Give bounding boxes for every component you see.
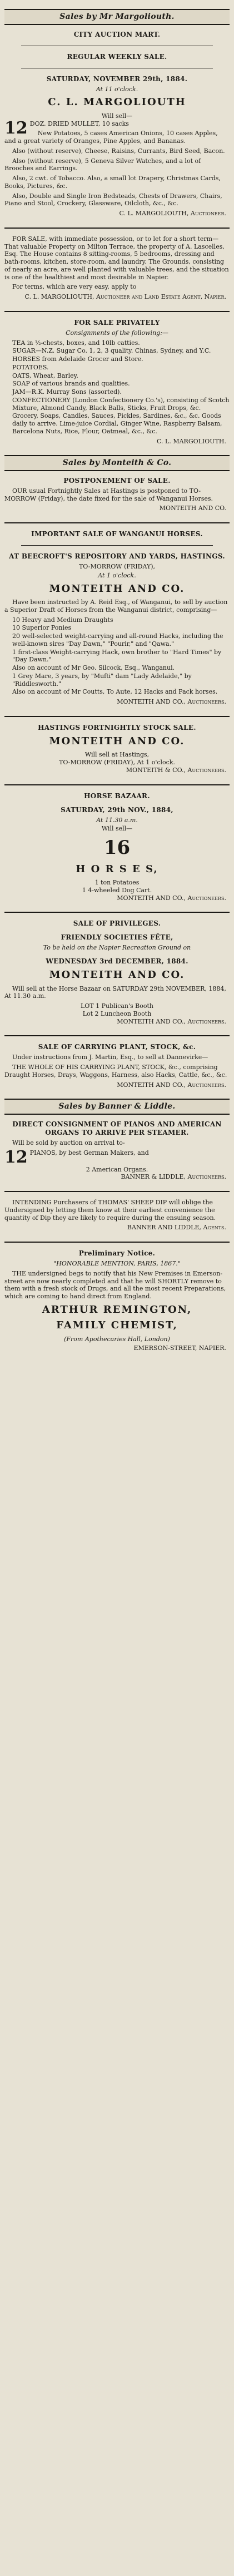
wanganui-horses-notice [4, 530, 230, 706]
notice-title: POSTPONEMENT OF SALE. [63, 476, 171, 484]
business-trade: FAMILY CHEMIST, [56, 1319, 178, 1332]
lot-line: Lot 2 Luncheon Booth [82, 1010, 152, 1017]
item-line: PIANOS, by best German Makers, and [29, 1149, 149, 1156]
signature: BANNER & LIDDLE, Auctioneers. [121, 1173, 226, 1181]
list-item: 10 Superior Ponies [12, 624, 72, 632]
newspaper-page [4, 0, 230, 1352]
section-header-monteith: Sales by Monteith & Co. [4, 455, 230, 471]
sale-date: TO-MORROW (FRIDAY), [78, 563, 156, 570]
notice-subtitle: Consignments of the following:— [66, 329, 168, 337]
will-sell: Will sell— [101, 112, 133, 120]
hastings-stock-sale-notice [4, 724, 230, 774]
notice-intro: Under instructions from J. Martin, Esq., to sell at Dannevirke— [12, 1054, 208, 1061]
event-name: FRIENDLY SOCIETIES FÊTE, [61, 933, 173, 942]
sheep-dip-notice [4, 1199, 230, 1232]
sale-of-privileges-notice [4, 919, 230, 1025]
notice-terms: For terms, which are very easy, apply to [12, 283, 137, 291]
signature: MONTEITH & CO., Auctioneers. [126, 766, 226, 774]
sale-date: SATURDAY, 29th NOV., 1884, [61, 805, 173, 814]
business-origin: (From Apothecaries Hall, London) [64, 1335, 170, 1343]
list-item: 1 first-class Weight-carrying Hack, own brother to "Hard Times" by "Day Dawn." [12, 648, 222, 664]
auctioneer-name: C. L. MARGOLIOUTH [48, 96, 186, 108]
also-line: Also, Double and Single Iron Bedsteads, Chests of Drawers, Chairs, Piano and Stool, Crockery, Glassware, Oilcloth, &c., &c. [4, 192, 222, 207]
quantity: 12 [4, 118, 28, 138]
notice-body: Will sell at Hastings, [84, 751, 150, 759]
award: "HONORABLE MENTION, PARIS, 1867." [53, 1260, 181, 1267]
quantity: 12 [4, 1147, 28, 1167]
list-item: JAM—R.K. Murray Sons (assorted). [12, 388, 122, 395]
auctioneer-name: MONTEITH AND CO. [49, 969, 185, 981]
divider [4, 1191, 230, 1192]
notice-subtitle: REGULAR WEEKLY SALE. [67, 52, 167, 61]
notice-body: INTENDING Purchasers of THOMAS' SHEEP DIP will oblige the Undersigned by letting them know at their earliest convenience the quantity of Dip they are likely to require during the ensuing season. [4, 1199, 216, 1222]
signature: MONTEITH AND CO., Auctioneers. [117, 894, 226, 902]
notice-intro: Will be sold by auction on arrival to- [12, 1139, 125, 1146]
section-header-margoliouth: Sales by Mr Margoliouth. [4, 9, 230, 25]
list-item: OATS, Wheat, Barley. [12, 372, 78, 379]
auctioneer-name: MONTEITH AND CO. [49, 582, 185, 595]
list-item: 10 Heavy and Medium Draughts [12, 616, 113, 624]
list-item: HORSES from Adelaide Grocer and Store. [12, 355, 143, 363]
list-item: 20 well-selected weight-carrying and all-round Hacks, including the well-known sires "Day Dawn," "Pourir," and "Qawa." [12, 632, 223, 647]
divider [4, 1242, 230, 1243]
notice-body: Will sell at the Horse Bazaar on SATURDAY 29th NOVEMBER, 1884, At 11.30 a.m. [4, 985, 226, 1000]
quantity: 16 [103, 837, 131, 859]
signature: C. L. MARGOLIOUTH. [157, 437, 226, 445]
also-line: 1 4-wheeled Dog Cart. [82, 886, 152, 894]
also-line: 1 ton Potatoes [94, 879, 140, 886]
property-for-sale-notice [4, 235, 230, 301]
signature: MONTEITH AND CO., Auctioneers. [117, 698, 226, 705]
city-auction-notice [4, 31, 230, 217]
divider [4, 912, 230, 913]
section-header-banner-liddle: Sales by Banner & Liddle. [4, 1099, 230, 1115]
list-item: Also on account of Mr Geo. Silcock, Esq., Wanganui. [12, 664, 175, 671]
notice-title: HASTINGS FORTNIGHTLY STOCK SALE. [38, 723, 196, 731]
postponement-notice [4, 477, 230, 512]
notice-title: FOR SALE PRIVATELY [74, 318, 160, 327]
list-item: TEA in ½-chests, boxes, and 10lb catties. [12, 339, 140, 347]
also-line: Also, 2 cwt. of Tobacco. Also, a small lot Drapery, Christmas Cards, Books, Pictures, &c. [4, 175, 221, 190]
sale-time: At 11.30 a.m. [96, 816, 138, 824]
signature: C. L. MARGOLIOUTH, Auctioneer. [119, 210, 226, 217]
notice-title: CITY AUCTION MART. [73, 30, 161, 38]
pianos-notice [4, 1120, 230, 1181]
auctioneer-name: MONTEITH AND CO. [49, 735, 185, 747]
divider [4, 1035, 230, 1036]
divider [21, 545, 213, 546]
business-name: ARTHUR REMINGTON, [42, 1303, 192, 1316]
notice-body: THE WHOLE OF HIS CARRYING PLANT, STOCK, &c., comprising Draught Horses, Drays, Waggons, Harness, also Hacks, Cattle, &c., &c. [4, 1064, 227, 1079]
sale-time: At 1 o'clock. [98, 571, 136, 579]
event-date: WEDNESDAY 3rd DECEMBER, 1884. [46, 957, 188, 965]
notice-title: SALE OF CARRYING PLANT, STOCK, &c. [38, 1043, 196, 1051]
will-sell: Will sell— [101, 825, 133, 833]
goods-list [12, 339, 230, 436]
list-item: CONFECTIONERY (London Confectionery Co.'s), consisting of Scotch Mixture, Almond Candy, Black Balls, Sticks, Fruit Drops, &c. [12, 396, 230, 412]
list-item: POTATOES. [12, 363, 49, 371]
divider [4, 716, 230, 717]
divider [4, 784, 230, 785]
notice-body: Have been instructed by A. Reid Esq., of Wanganui, to sell by auction a Superior Draft of Horses from the Wanganui district, comprising— [4, 599, 228, 614]
list-item: SUGAR—N.Z. Sugar Co. 1, 2, 3 quality. Chinas, Sydney, and Y.C. [12, 347, 211, 355]
divider [4, 522, 230, 523]
divider [4, 311, 230, 312]
notice-body: FOR SALE, with immediate possession, or to let for a short term—That valuable Property on Milton Terrace, the property of A. Lascelles, Esq. The House contains 8 sitting-rooms, 5 bedrooms, dressing and bath-rooms, kitchen, store-room, and laundry. The Grounds, consisting of nearly an acre, are well planted with valuable trees, and the situation is one of the healthiest and most desirable in Napier. [4, 235, 229, 281]
private-sale-notice [4, 319, 230, 446]
item-line: DOZ. DRIED MULLET, 10 sacks [29, 120, 129, 127]
carrying-plant-notice [4, 1043, 230, 1089]
chemist-notice [4, 1249, 230, 1352]
list-item: Also on account of Mr Coutts, To Aute, 12 Hacks and Pack horses. [12, 688, 218, 696]
list-item: SOAP of various brands and qualities. [12, 380, 130, 388]
signature: MONTEITH AND CO. [159, 505, 226, 512]
lot-line: LOT 1 Publican's Booth [80, 1002, 154, 1010]
signature: MONTEITH AND CO., Auctioneers. [117, 1081, 226, 1089]
sale-date: TO-MORROW (FRIDAY), At 1 o'clock. [59, 759, 175, 766]
notice-title: DIRECT CONSIGNMENT OF PIANOS AND AMERICAN ORGANS TO ARRIVE PER STEAMER. [12, 1120, 222, 1136]
business-address: EMERSON-STREET, NAPIER. [133, 1344, 226, 1352]
signature: BANNER AND LIDDLE, Agents. [127, 1224, 226, 1232]
notice-title: SALE OF PRIVILEGES. [73, 919, 161, 928]
item-line: 2 American Organs. [86, 1165, 148, 1173]
notice-title: HORSE BAZAAR. [84, 792, 150, 800]
list-item: Grocery, Soaps, Candles, Sauces, Pickles, Sardines, &c., &c. Goods daily to arrive. Lime-juice Cordial, Ginger Wine, Raspberry Balsam, Barcelona Nuts, Rice, Flour, Oatmeal, &c., &c. [12, 412, 222, 435]
sale-date: SATURDAY, NOVEMBER 29th, 1884. [46, 75, 188, 83]
notice-body: OUR usual Fortnightly Sales at Hastings is postponed to TO-MORROW (Friday), the date fixed for the sale of Wanganui Horses. [4, 487, 213, 502]
also-line: Also (without reserve), Cheese, Raisins, Currants, Bird Seed, Bacon. [12, 147, 225, 155]
divider [4, 228, 230, 229]
signature: MONTEITH AND CO., Auctioneers. [117, 1017, 226, 1025]
notice-title: Preliminary Notice. [78, 1249, 156, 1257]
horse-list [12, 616, 230, 696]
sale-time: At 11 o'clock. [96, 85, 138, 93]
also-line: Also (without reserve), 5 Geneva Silver Watches, and a lot of Brooches and Earrings. [4, 157, 201, 172]
item-heading: H O R S E S, [76, 863, 158, 875]
venue: AT BEECROFT'S REPOSITORY AND YARDS, HASTINGS. [9, 552, 225, 560]
notice-body: THE undersigned begs to notify that his New Premises in Emerson-street are now nearly completed and that he will SHORTLY remove to them with a fresh stock of Drugs, and all the most recent Preparations, which are coming to hand direct from England. [4, 1269, 226, 1300]
list-item: 1 Grey Mare, 3 years, by "Mufti" dam "Lady Adelaide," by "Riddlesworth." [12, 672, 192, 688]
horse-bazaar-notice [4, 792, 230, 902]
event-venue: To be held on the Napier Recreation Ground on [43, 944, 191, 952]
signature: C. L. MARGOLIOUTH, Auctioneer and Land Estate Agent, Napier. [24, 293, 226, 300]
item-line: New Potatoes, 5 cases American Onions, 10 cases Apples, and a great variety of Oranges, Pine Apples, and Bananas. [4, 130, 218, 145]
notice-title: IMPORTANT SALE OF WANGANUI HORSES. [31, 530, 203, 538]
